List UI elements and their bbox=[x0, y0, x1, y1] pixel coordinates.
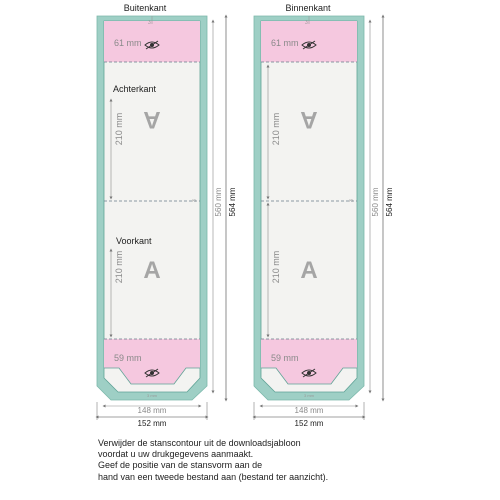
inner-height-label: 560 mm bbox=[214, 187, 223, 217]
instructions-note bbox=[98, 438, 398, 483]
instruction-line: hand van een tweede bestand aan (bestand ter aanzicht). bbox=[98, 471, 329, 482]
back-side-label: Achterkant bbox=[113, 84, 157, 94]
panel-title: Binnenkant bbox=[285, 3, 331, 13]
outer-width-label: 152 mm bbox=[294, 419, 324, 428]
top-marker-label: 3 bbox=[305, 20, 308, 26]
top-zone-dim: 61 mm bbox=[114, 38, 142, 48]
front-height-label: 210 mm bbox=[114, 250, 124, 284]
outer-height-label: 564 mm bbox=[385, 187, 394, 217]
instruction-line: Geef de positie van de stansvorm aan de bbox=[98, 460, 263, 471]
paper-area bbox=[104, 21, 200, 392]
paper-area bbox=[261, 21, 357, 392]
inner-height-label: 560 mm bbox=[371, 187, 380, 217]
front-letter: A bbox=[300, 257, 318, 284]
back-height-label: 210 mm bbox=[114, 112, 124, 146]
outer-width-label: 152 mm bbox=[137, 419, 167, 428]
panel-outside bbox=[97, 3, 237, 428]
fold-mark-label: 3 mm bbox=[304, 393, 314, 398]
inner-width-label: 148 mm bbox=[137, 406, 167, 415]
back-letter: A bbox=[143, 106, 161, 133]
back-letter: A bbox=[300, 106, 318, 133]
bottom-zone-dim: 59 mm bbox=[114, 353, 142, 363]
inner-width-label: 148 mm bbox=[294, 406, 324, 415]
back-height-label: 210 mm bbox=[271, 112, 281, 146]
top-zone-dim: 61 mm bbox=[271, 38, 299, 48]
side-marker-label: 3 bbox=[349, 199, 355, 202]
bottom-zone-dim: 59 mm bbox=[271, 353, 299, 363]
instruction-line: voordat u uw drukgegevens aanmaakt. bbox=[98, 449, 254, 460]
panel-inside bbox=[254, 3, 394, 428]
front-letter: A bbox=[143, 257, 161, 284]
front-height-label: 210 mm bbox=[271, 250, 281, 284]
top-marker-label: 3 bbox=[148, 20, 151, 26]
front-side-label: Voorkant bbox=[116, 236, 152, 246]
fold-mark-label: 3 mm bbox=[147, 393, 157, 398]
panel-title: Buitenkant bbox=[123, 3, 167, 13]
side-marker-label: 3 bbox=[192, 199, 198, 202]
instruction-line: Verwijder de stanscontour uit de downloadsjabloon bbox=[98, 438, 301, 448]
outer-height-label: 564 mm bbox=[228, 187, 237, 217]
